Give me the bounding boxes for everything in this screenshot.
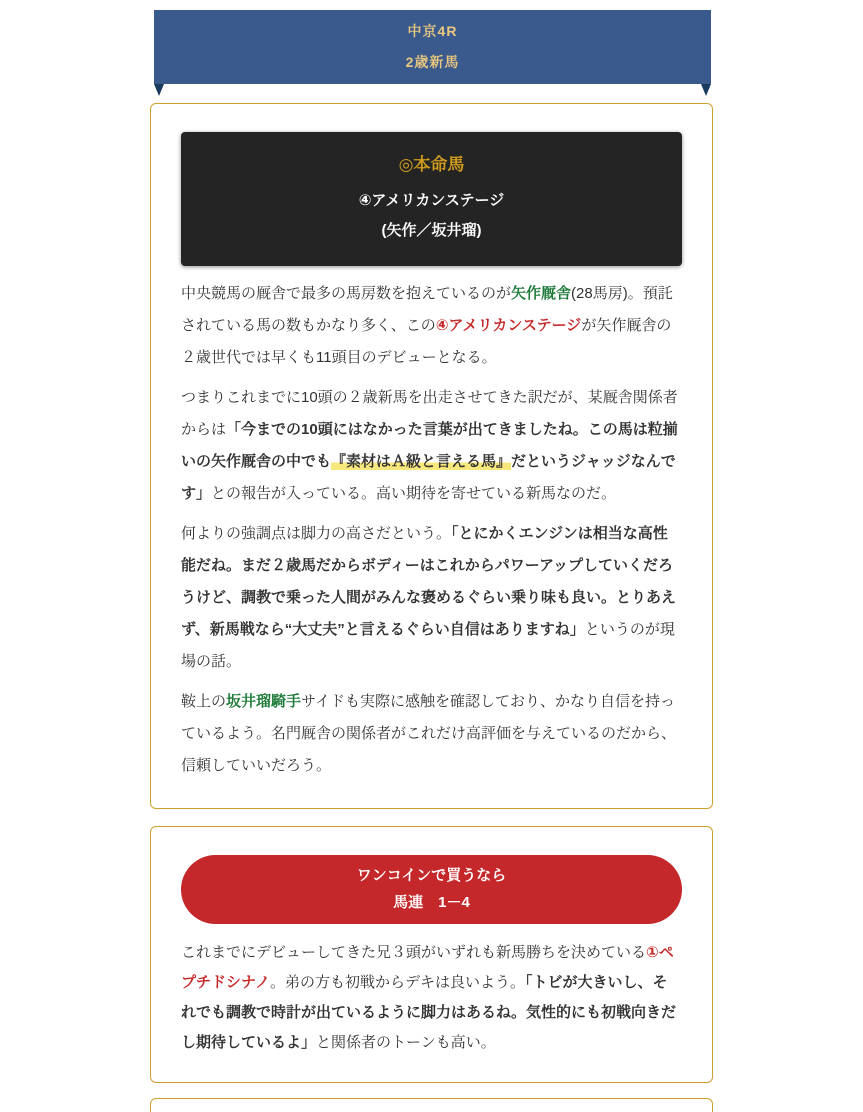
race-header-ribbon xyxy=(154,10,711,84)
honmei-stable-jockey: (矢作／坂井瑠) xyxy=(381,222,482,239)
honmei-section xyxy=(150,103,713,809)
text-segment: が矢作厩舎の２歳世代では早くも11頭目のデビューとなる。 xyxy=(181,317,672,366)
ribbon-fold-right-icon xyxy=(701,84,711,96)
text-segment: 「トビが大きいし、それでも調教で時計が出ているように脚力はあるね。気性的にも初戦向きだし期待しているよ」 xyxy=(181,974,677,1051)
text-segment: というのが現場の話。 xyxy=(181,621,675,670)
text-segment: 矢作厩舎 xyxy=(511,285,572,302)
honmei-paragraph-2 xyxy=(181,382,682,510)
text-segment: ④アメリカンステージ xyxy=(435,317,582,334)
text-segment: 『素材はＡ級と言える馬』 xyxy=(331,453,512,470)
honmei-title: ◎本命馬 xyxy=(398,155,465,174)
text-segment: 中央競馬の厩舎で最多の馬房数を抱えているのが xyxy=(181,285,512,302)
text-segment: つまりこれまでに10頭の２歳新馬を出走させてきた訳だが、某厩舎関係者からは xyxy=(181,389,678,438)
text-segment: サイドも実際に感触を確認しており、かなり自信を持っているよう。名門厩舎の関係者がこれだけ高評価を与えているのだから、信頼していいだろう。 xyxy=(181,693,677,774)
text-segment: 鞍上の xyxy=(181,693,227,710)
text-segment: これまでにデビューしてきた兄３頭がいずれも新馬勝ちを決めている xyxy=(181,944,647,961)
ribbon-fold-left-icon xyxy=(154,84,164,96)
honmei-paragraph-4 xyxy=(181,686,682,782)
honmei-card xyxy=(181,132,682,266)
onecoin-paragraph xyxy=(181,938,682,1058)
honmei-paragraph-3 xyxy=(181,518,682,678)
race-name: 中京4R xyxy=(407,23,458,39)
text-segment: との報告が入っている。高い期待を寄せている新馬なのだ。 xyxy=(211,485,617,502)
onecoin-section xyxy=(150,826,713,1083)
text-segment: 坂井瑠騎手 xyxy=(226,693,302,710)
honmei-paragraph-1 xyxy=(181,278,682,374)
onecoin-bet-button[interactable] xyxy=(181,855,682,924)
text-segment: ①ペプチドシナノ xyxy=(181,944,674,991)
text-segment: 何よりの強調点は脚力の高さだという。 xyxy=(181,525,452,542)
text-segment: (28馬房)。預託されている馬の数もかなり多く、この xyxy=(181,285,673,334)
honmei-horse-name: ④アメリカンステージ xyxy=(358,192,505,209)
text-segment: 。弟の方も初戦からデキは良いよう。 xyxy=(269,974,525,991)
next-section-partial xyxy=(150,1098,713,1112)
text-segment: と関係者のトーンも高い。 xyxy=(316,1034,496,1051)
article-page xyxy=(150,0,713,1112)
onecoin-bet-selection: 馬連 1－4 xyxy=(393,893,470,911)
text-segment: 「今までの10頭にはなかった言葉が出てきましたね。この馬は粒揃いの矢作厩舎の中でも xyxy=(181,421,678,470)
race-class: 2歳新馬 xyxy=(405,54,460,70)
text-segment: だというジャッジなんです」 xyxy=(181,453,676,502)
text-segment: 「とにかくエンジンは相当な高性能だね。まだ２歳馬だからボディーはこれからパワーアップしていくだろうけど、調教で乗った人間がみんな褒めるぐらい乗り味も良い。とりあえず、新馬戦なら“大丈夫”と言えるぐらい自信はありますね」 xyxy=(181,525,677,638)
onecoin-bet-label: ワンコインで買うなら xyxy=(356,867,507,884)
